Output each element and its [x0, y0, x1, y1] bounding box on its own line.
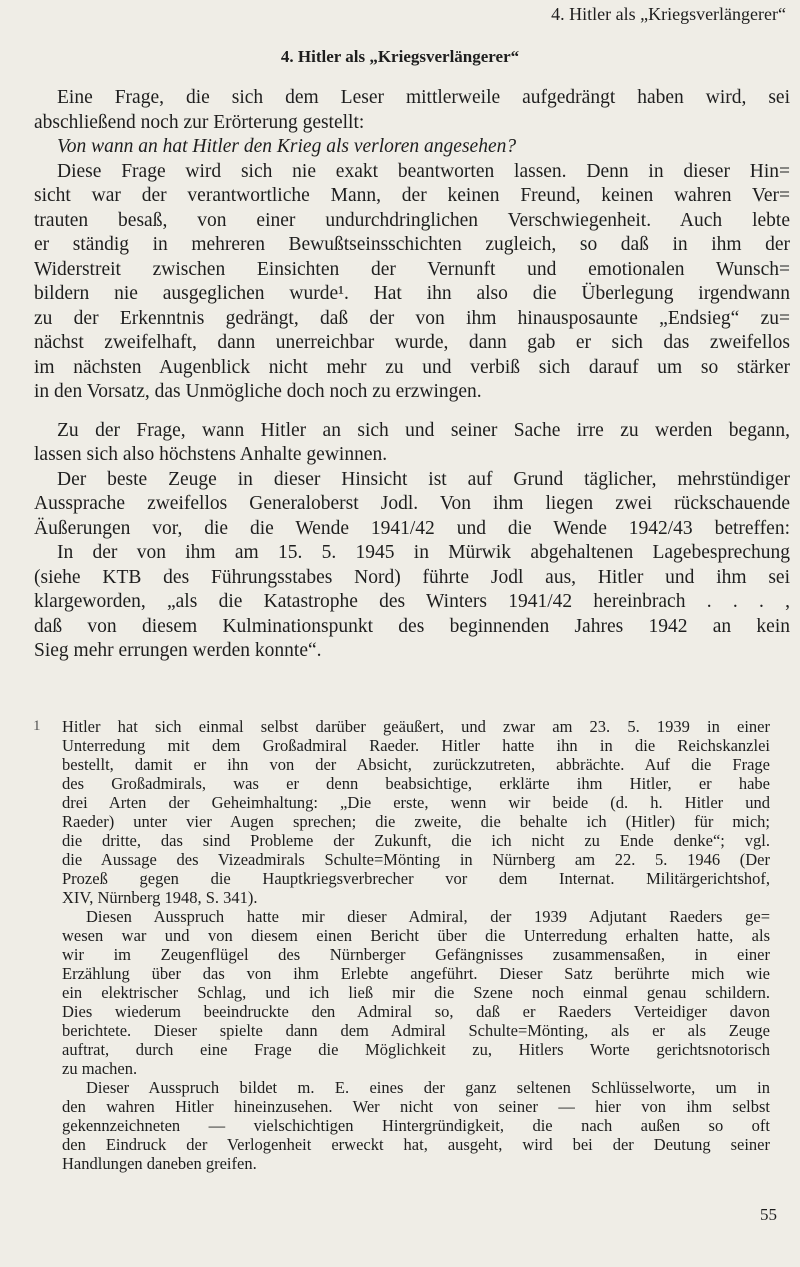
text-line: im nächsten Augenblick nicht mehr zu und verbiß sich darauf um so stärker — [34, 356, 790, 378]
footnote-number: 1 — [33, 718, 41, 734]
text-line: des Großadmirals, was er denn beabsichtige, erklärte ihm Hitler, er habe — [62, 774, 770, 793]
text-line: Äußerungen vor, die die Wende 1941/42 und die Wende 1942/43 betreffen: — [34, 517, 790, 539]
running-head: 4. Hitler als „Kriegsverlängerer“ — [551, 4, 786, 24]
text-line: Diesen Ausspruch hatte mir dieser Admiral, der 1939 Adjutant Raeders ge= — [86, 907, 770, 926]
text-line: zu der Erkenntnis gedrängt, daß der von ihm hinausposaunte „Endsieg“ zu= — [34, 307, 790, 329]
text-line: Unterredung mit dem Großadmiral Raeder. Hitler hatte ihn in die Reichskanzlei — [62, 736, 770, 755]
text-line: Eine Frage, die sich dem Leser mittlerweile aufgedrängt haben wird, sei — [57, 87, 790, 108]
text-line: auftrat, durch eine Frage die Möglichkeit zu, Hitlers Worte gerichtsnotorisch — [62, 1040, 770, 1059]
paragraph — [62, 717, 770, 907]
paragraph — [62, 1078, 770, 1173]
text-line: Dieser Ausspruch bildet m. E. eines der ganz seltenen Schlüsselworte, um in — [86, 1078, 770, 1097]
text-line: Raeder) unter vier Augen sprechen; die zweite, die behalte ich (Hitler) für mich; — [62, 812, 770, 831]
text-line: berichtete. Dieser spielte dann dem Admiral Schulte=Mönting, als er als Zeuge — [62, 1021, 770, 1040]
paragraph — [34, 135, 790, 160]
text-line: nächst zweifelhaft, dann unerreichbar wurde, dann gab er sich das zweifellos — [34, 332, 790, 353]
text-line: bildern nie ausgeglichen wurde¹. Hat ihn also die Überlegung irgendwann — [34, 283, 790, 304]
text-line: In der von ihm am 15. 5. 1945 in Mürwik abgehaltenen Lagebesprechung — [57, 542, 790, 563]
text-line: Sieg mehr errungen werden konnte“. — [34, 640, 322, 661]
footnote — [62, 717, 770, 1173]
text-line: (siehe KTB des Führungsstabes Nord) führte Jodl aus, Hitler und ihm sei — [34, 566, 790, 588]
text-line: Diese Frage wird sich nie exakt beantworten lassen. Denn in dieser Hin= — [57, 160, 790, 182]
text-line: abschließend noch zur Erörterung gestellt: — [34, 111, 365, 133]
text-line: Von wann an hat Hitler den Krieg als verloren angesehen? — [57, 136, 517, 157]
text-line: zu machen. — [62, 1059, 138, 1078]
paragraph — [62, 907, 770, 1078]
text-line: klargeworden, „als die Katastrophe des Winters 1941/42 hereinbrach . . . , — [34, 591, 790, 612]
text-line: wir im Zeugenflügel des Nürnberger Gefängnisses zusammensaßen, in einer — [62, 945, 770, 964]
text-line: drei Arten der Geheimhaltung: „Die erste, wenn wir beide (d. h. Hitler und — [62, 793, 770, 812]
text-line: Dies wiederum beeindruckte den Admiral so, daß er Raeders Verteidiger davon — [62, 1002, 770, 1021]
text-line: Zu der Frage, wann Hitler an sich und seiner Sache irre zu werden begann, — [57, 419, 790, 441]
text-line: den wahren Hitler hineinzusehen. Wer nicht von seiner — hier von ihm selbst — [62, 1097, 770, 1116]
text-line: lassen sich also höchstens Anhalte gewinnen. — [34, 444, 388, 465]
text-line: Prozeß gegen die Hauptkriegsverbrecher vor dem Internat. Militärgerichtshof, — [62, 869, 770, 888]
paragraph — [34, 541, 790, 664]
section-title: 4. Hitler als „Kriegsverlängerer“ — [280, 47, 520, 66]
paragraph — [34, 160, 790, 405]
paragraph — [34, 419, 790, 468]
text-line: gekennzeichneten — vielschichtigen Hintergründigkeit, die nach außen so oft — [62, 1116, 770, 1135]
text-line: Hitler hat sich einmal selbst darüber geäußert, und zwar am 23. 5. 1939 in einer — [62, 717, 770, 736]
paragraph — [34, 86, 790, 135]
text-line: sicht war der verantwortliche Mann, der keinen Freund, keinen wahren Ver= — [34, 185, 790, 206]
text-line: in den Vorsatz, das Unmögliche doch noch zu erzwingen. — [34, 381, 482, 402]
text-line: trauten besaß, von einer undurchdringlichen Verschwiegenheit. Auch lebte — [34, 209, 790, 231]
paragraph — [34, 468, 790, 542]
text-line: bestellt, damit er ihn von der Absicht, zurückzutreten, abbrächte. Auf die Frage — [62, 755, 770, 774]
text-line: die Aussage des Vizeadmirals Schulte=Mönting in Nürnberg am 22. 5. 1946 (Der — [62, 850, 770, 869]
text-line: Erzählung über das von ihm Erlebte angeführt. Dieser Satz berührte mich wie — [62, 964, 770, 983]
text-line: daß von diesem Kulminationspunkt des beginnenden Jahres 1942 an kein — [34, 615, 790, 637]
text-line: XIV, Nürnberg 1948, S. 341). — [62, 888, 258, 907]
text-line: wesen war und von diesem einen Bericht über die Unterredung erhalten hatte, als — [62, 926, 770, 945]
text-line: die dritte, das sind Probleme der Zukunft, die ich nicht zu Ende denke“; vgl. — [62, 831, 770, 850]
text-line: Der beste Zeuge in dieser Hinsicht ist auf Grund täglicher, mehrstündiger — [57, 468, 790, 490]
page-number: 55 — [760, 1205, 777, 1224]
text-line: Handlungen daneben greifen. — [62, 1154, 257, 1173]
text-line: den Eindruck der Verlogenheit erweckt hat, ausgeht, wird bei der Deutung seiner — [62, 1135, 770, 1154]
text-line: Aussprache zweifellos Generaloberst Jodl. Von ihm liegen zwei rückschauende — [34, 493, 790, 514]
text-line: er ständig in mehreren Bewußtseinsschichten zugleich, so daß in ihm der — [34, 234, 790, 255]
main-text — [34, 86, 790, 664]
text-line: ein elektrischer Schlag, und ich ließ mir die Szene noch einmal genau schildern. — [62, 983, 770, 1002]
text-line: Widerstreit zwischen Einsichten der Vernunft und emotionalen Wunsch= — [34, 258, 790, 280]
